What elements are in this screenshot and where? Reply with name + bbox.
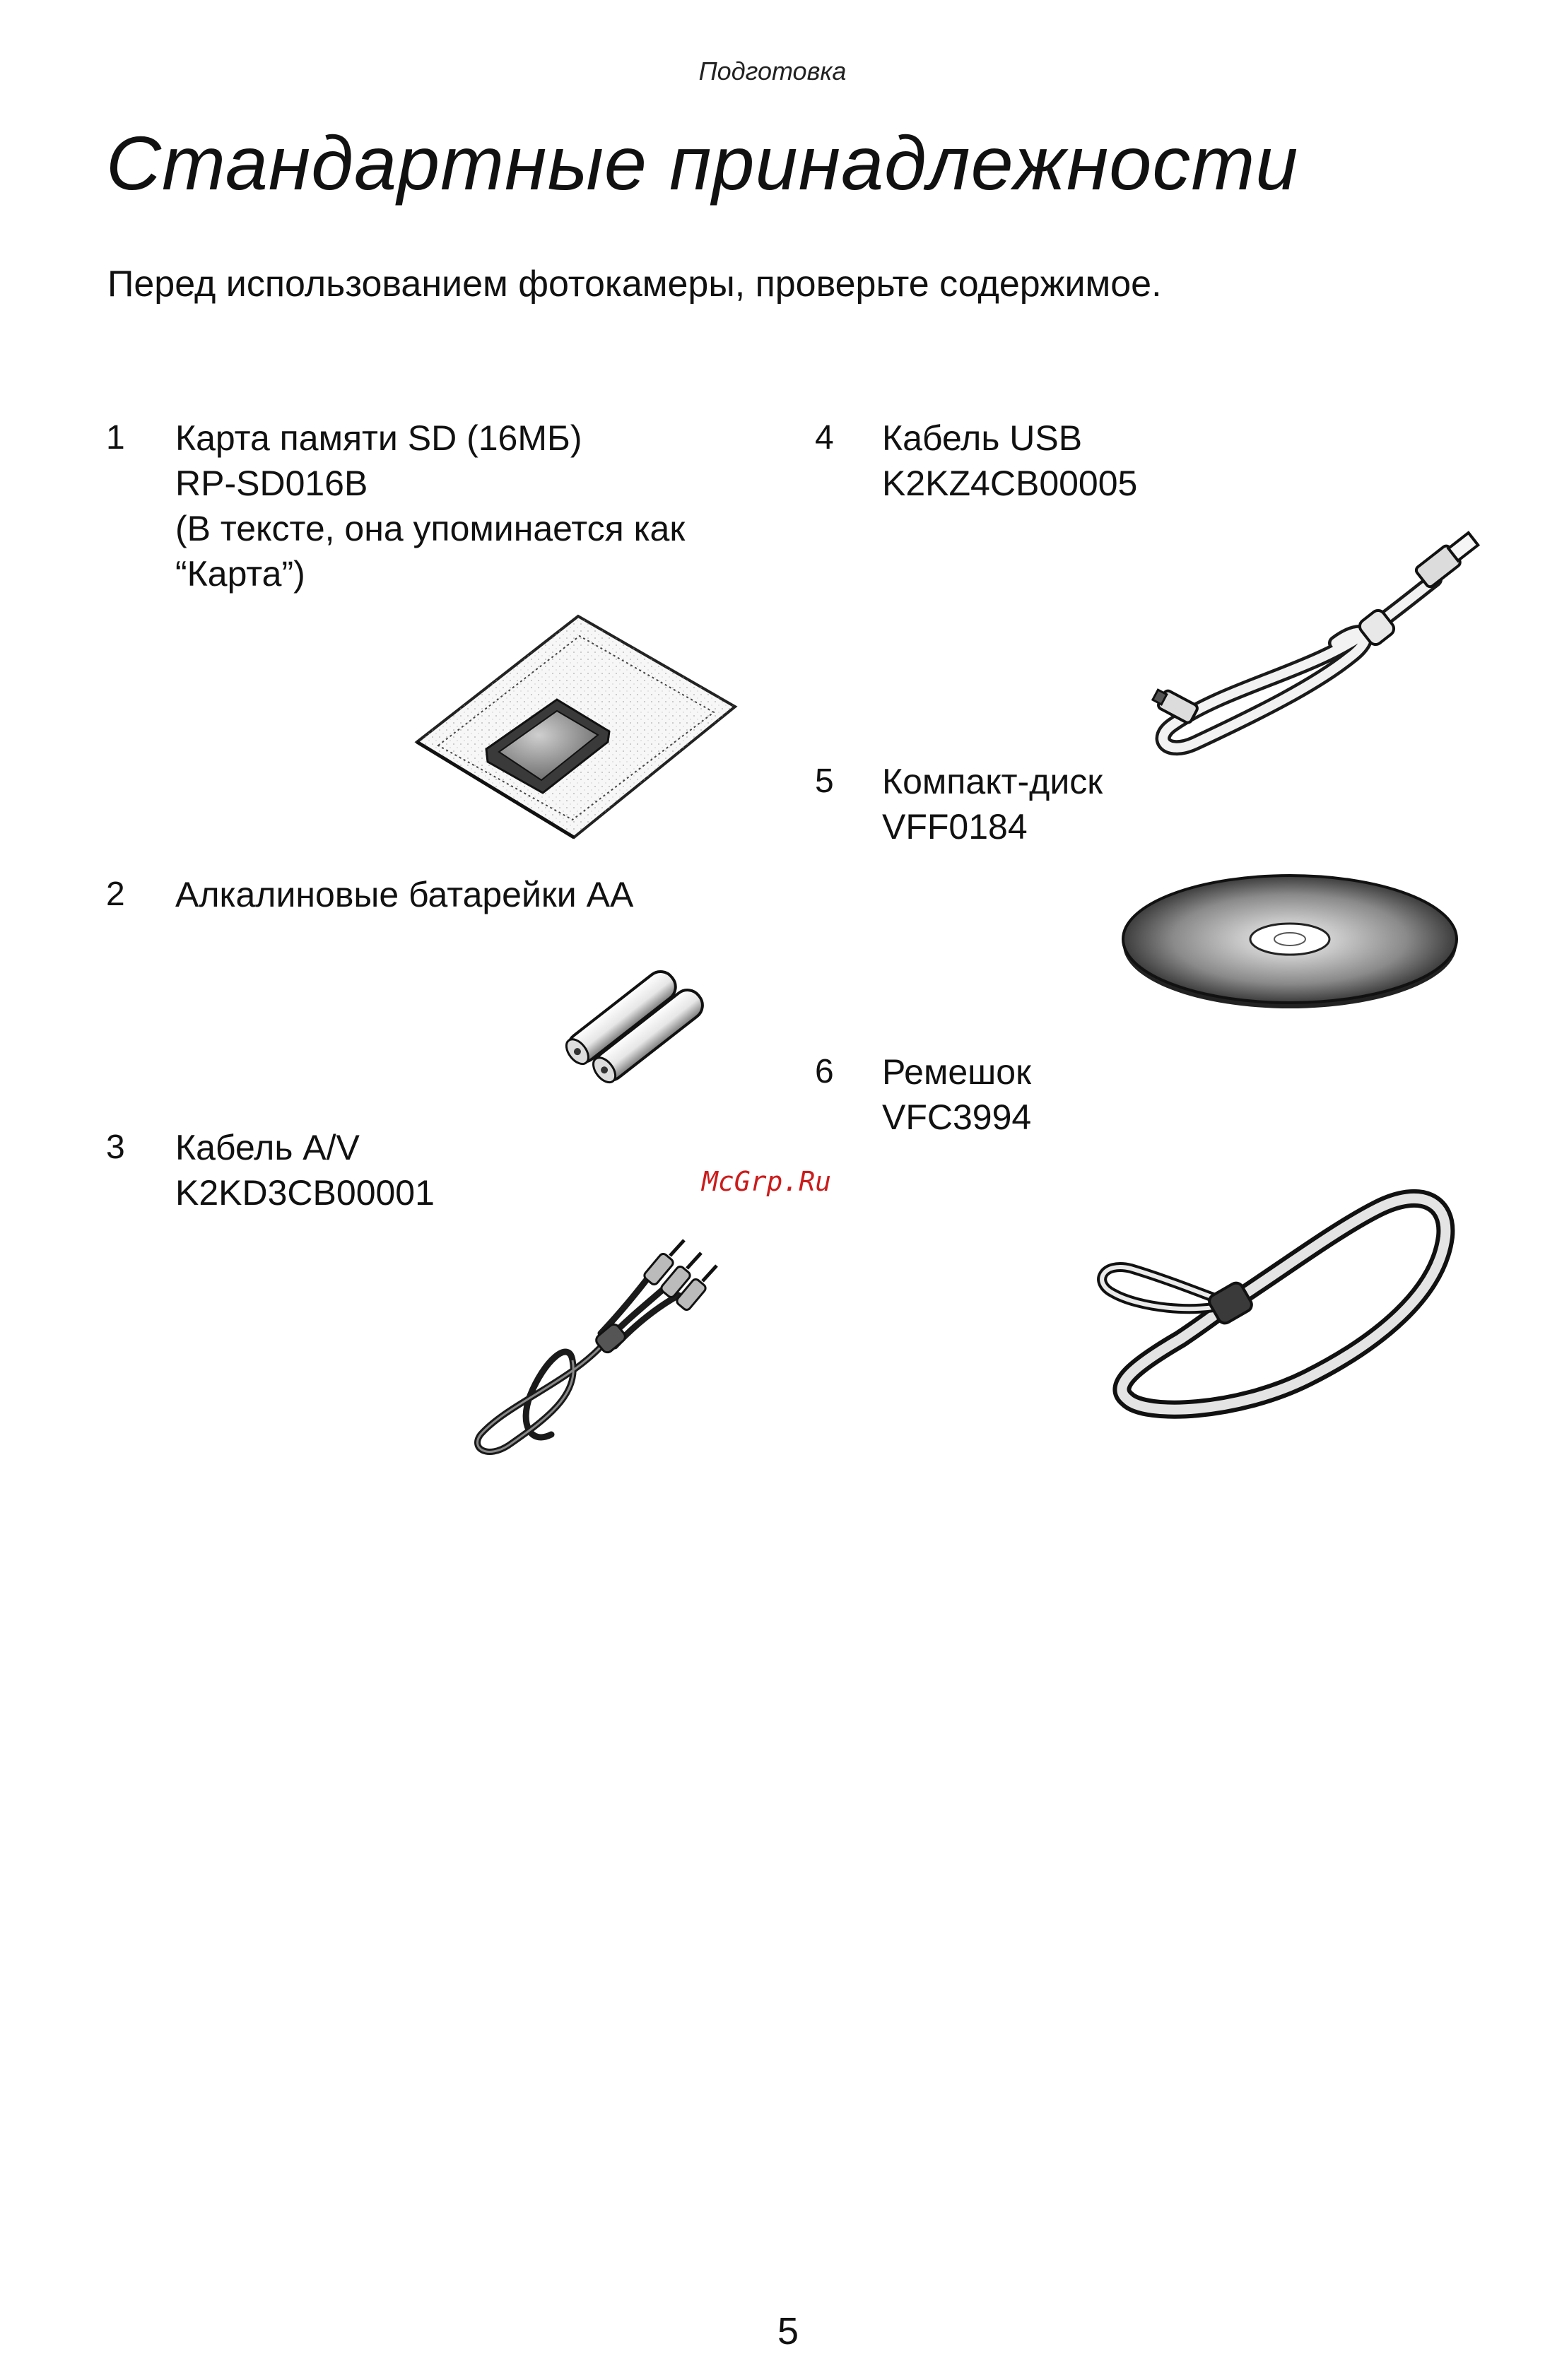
item-sd-card <box>175 416 685 596</box>
item-number: 3 <box>106 1129 125 1166</box>
item-number: 5 <box>815 762 834 800</box>
item-line: Алкалиновые батарейки AA <box>175 875 634 914</box>
watermark: McGrp.Ru <box>702 1166 832 1197</box>
page-number: 5 <box>777 2310 799 2352</box>
item-line: Кабель A/V <box>175 1128 360 1167</box>
item-line: VFC3994 <box>882 1097 1032 1137</box>
strap-icon <box>1081 1173 1470 1427</box>
item-line: Ремешок <box>882 1052 1031 1092</box>
cd-disc-icon <box>1117 866 1463 1014</box>
item-line: “Карта”) <box>175 554 305 594</box>
page-title: Стандартные принадлежности <box>106 120 1299 206</box>
item-strap <box>882 1049 1031 1140</box>
intro-text: Перед использованием фотокамеры, проверьте содержимое. <box>107 264 1162 305</box>
section-header: Подготовка <box>698 57 847 86</box>
av-cable-icon <box>466 1233 749 1466</box>
item-number: 2 <box>106 876 125 913</box>
item-line: K2KZ4CB00005 <box>882 464 1138 503</box>
item-number: 1 <box>106 419 125 456</box>
item-line: Компакт-диск <box>882 762 1103 801</box>
usb-cable-icon <box>1138 523 1463 756</box>
item-line: VFF0184 <box>882 807 1028 847</box>
sd-card-icon <box>410 608 742 848</box>
item-cd-disc <box>882 759 1103 849</box>
batteries-icon <box>551 965 714 1085</box>
item-av-cable <box>175 1125 435 1215</box>
item-batteries <box>175 872 633 917</box>
item-line: RP-SD016B <box>175 464 368 503</box>
item-line: Кабель USB <box>882 418 1083 458</box>
item-line: K2KD3CB00001 <box>175 1173 435 1213</box>
item-number: 4 <box>815 419 834 456</box>
item-line: Карта памяти SD (16МБ) <box>175 418 582 458</box>
item-number: 6 <box>815 1053 834 1090</box>
item-usb-cable <box>882 416 1137 506</box>
item-line: (В тексте, она упоминается как <box>175 509 686 548</box>
